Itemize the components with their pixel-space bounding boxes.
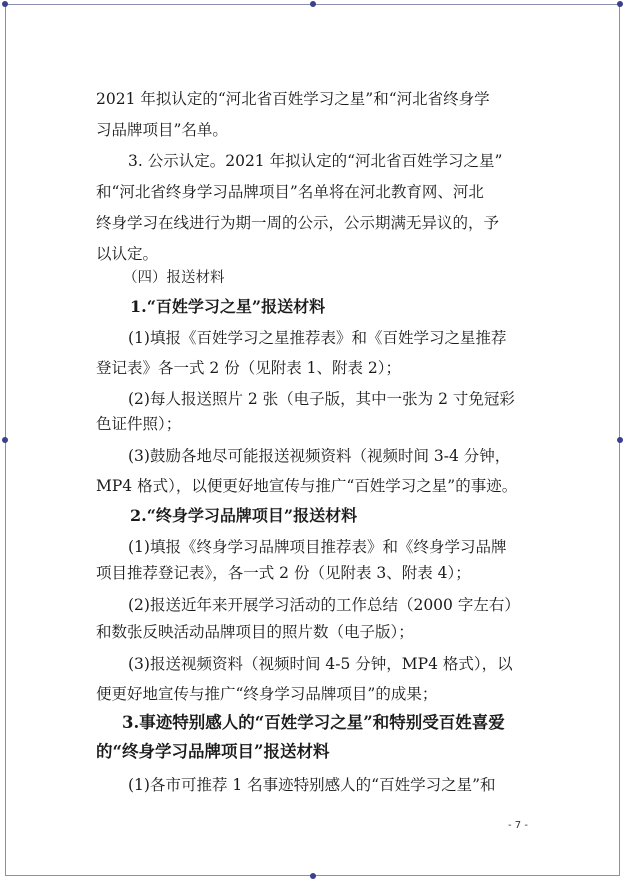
body-text-line: 以认定。 bbox=[96, 245, 159, 263]
frame-handle-middle-right[interactable] bbox=[617, 437, 623, 443]
section-heading: （四）报送材料 bbox=[123, 270, 225, 286]
frame-handle-top-center[interactable] bbox=[310, 1, 316, 7]
body-text-line: (1)填报《终身学习品牌项目推荐表》和《终身学习品牌 bbox=[128, 538, 507, 556]
body-text-line: 项目推荐登记表》，各一式 2 份（见附表 3、附表 4）； bbox=[96, 564, 471, 582]
frame-handle-top-left[interactable] bbox=[2, 1, 8, 7]
body-text-line: 和“河北省终身学习品牌项目”名单将在河北教育网、河北 bbox=[96, 183, 484, 201]
subsection-heading: 3.事迹特别感人的“百姓学习之星”和特别受百姓喜爱 bbox=[122, 713, 505, 732]
body-text-line: (1)各市可推荐 1 名事迹特别感人的“百姓学习之星”和 bbox=[128, 776, 496, 794]
body-text-line: (2)每人报送照片 2 张（电子版，其中一张为 2 寸免冠彩 bbox=[128, 390, 515, 408]
body-text-line: 登记表》各一式 2 份（见附表 1、附表 2）； bbox=[96, 359, 402, 377]
body-text-line: 和数张反映活动品牌项目的照片数（电子版）； bbox=[96, 623, 414, 641]
body-text-line: 习品牌项目”名单。 bbox=[96, 121, 228, 139]
body-text-line: 便更好地宣传与推广“终身学习品牌项目”的成果； bbox=[96, 685, 438, 703]
frame-handle-top-right[interactable] bbox=[617, 1, 623, 7]
body-text-line: 3. 公示认定。2021 年拟认定的“河北省百姓学习之星” bbox=[128, 152, 503, 170]
body-text-line: 终身学习在线进行为期一周的公示，公示期满无异议的，予 bbox=[96, 214, 500, 232]
body-text-line: 2021 年拟认定的“河北省百姓学习之星”和“河北省终身学 bbox=[96, 90, 490, 108]
page-number: - 7 - bbox=[508, 820, 528, 831]
subsection-heading: 1.“百姓学习之星”报送材料 bbox=[130, 297, 326, 316]
frame-handle-bottom-center[interactable] bbox=[310, 873, 316, 879]
subsection-heading: 的“终身学习品牌项目”报送材料 bbox=[96, 742, 330, 761]
body-text-line: (2)报送近年来开展学习活动的工作总结（2000 字左右） bbox=[128, 596, 520, 614]
subsection-heading: 2.“终身学习品牌项目”报送材料 bbox=[130, 506, 358, 525]
frame-handle-middle-left[interactable] bbox=[2, 437, 8, 443]
body-text-line: MP4 格式），以便更好地宣传与推广“百姓学习之星”的事迹。 bbox=[96, 477, 518, 495]
body-text-line: (1)填报《百姓学习之星推荐表》和《百姓学习之星推荐 bbox=[128, 329, 507, 347]
body-text-line: (3)鼓励各地尽可能报送视频资料（视频时间 3-4 分钟， bbox=[128, 447, 511, 465]
body-text-line: 色证件照）； bbox=[96, 415, 182, 433]
body-text-line: (3)报送视频资料（视频时间 4-5 分钟，MP4 格式），以 bbox=[128, 655, 513, 673]
